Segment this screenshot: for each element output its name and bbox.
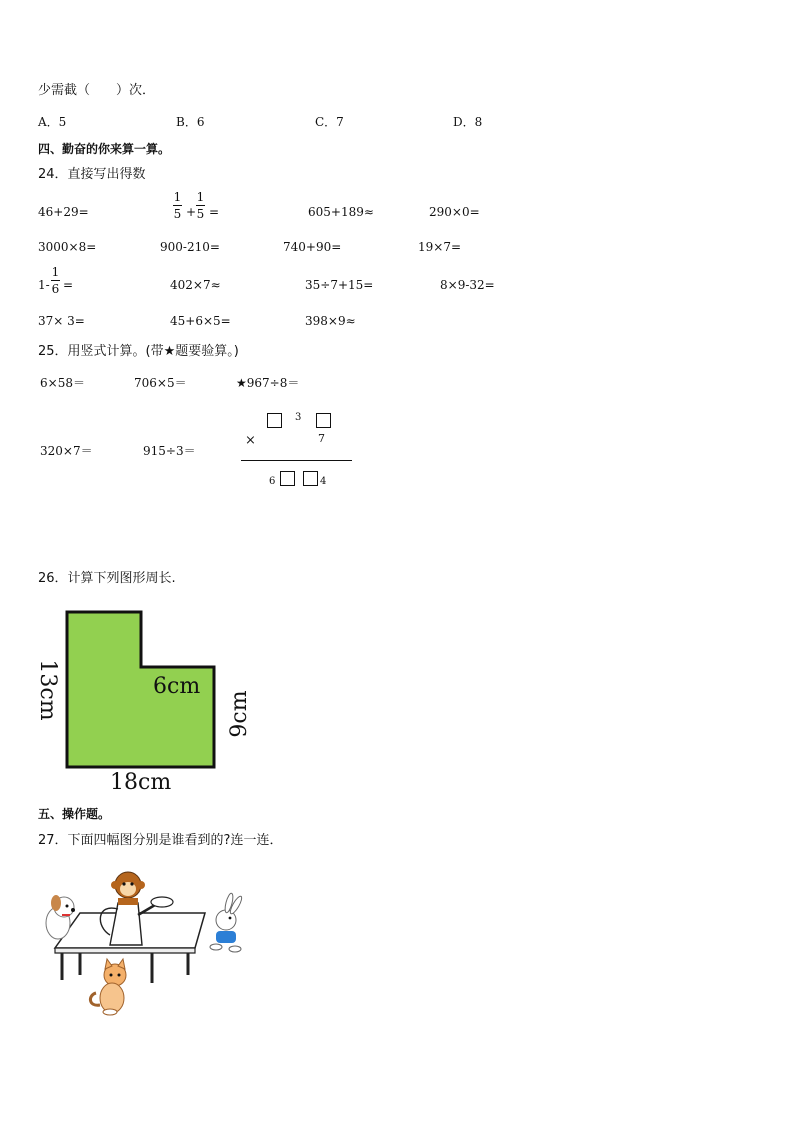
q24-r2-4: 19×7= bbox=[418, 240, 462, 254]
q27-label: 27．下面四幅图分别是谁看到的?连一连． bbox=[38, 833, 283, 848]
q24-r4-2: 45+6×5= bbox=[170, 314, 231, 328]
digit-3: 3 bbox=[295, 412, 302, 423]
q25-label: 25．用竖式计算。(带★题要验算。) bbox=[38, 344, 239, 359]
section-4-title: 四、勤奋的你来算一算。 bbox=[38, 142, 171, 156]
section-5-title: 五、操作题。 bbox=[38, 807, 111, 821]
q24-r3-4: 8×9-32= bbox=[440, 278, 495, 292]
monkey-icon bbox=[111, 872, 145, 905]
q23-option-b[interactable]: B．6 bbox=[176, 115, 205, 129]
times-sign: × bbox=[245, 433, 256, 448]
q25-r2-2: 915÷3＝ bbox=[143, 444, 196, 458]
q24-r4-1: 37× 3= bbox=[38, 314, 85, 328]
q24-r2-1: 3000×8= bbox=[38, 240, 97, 254]
dim-left: 13cm bbox=[35, 659, 60, 721]
dim-bottom: 18cm bbox=[110, 770, 172, 795]
frac-pre: 1- bbox=[38, 278, 50, 292]
q26-label: 26．计算下列图形周长. bbox=[38, 571, 176, 586]
frac-den: 6 bbox=[51, 282, 60, 296]
frac-num: 1 bbox=[196, 190, 205, 204]
result-6: 6 bbox=[269, 476, 276, 487]
multiplier-7: 7 bbox=[318, 432, 325, 445]
frac-num: 1 bbox=[173, 190, 182, 204]
frac-op: + bbox=[186, 205, 197, 219]
frac-den: 5 bbox=[196, 207, 205, 221]
q23-option-c[interactable]: C．7 bbox=[315, 115, 344, 129]
dim-inner: 6cm bbox=[153, 674, 201, 699]
digit-box[interactable] bbox=[316, 413, 331, 428]
q24-r1-3: 605+189≈ bbox=[308, 205, 374, 219]
q24-r1-4: 290×0= bbox=[429, 205, 480, 219]
q24-r1-1: 46+29= bbox=[38, 205, 89, 219]
q24-r3-3: 35÷7+15= bbox=[305, 278, 374, 292]
q23-option-d[interactable]: D．8 bbox=[453, 115, 483, 129]
rabbit-icon bbox=[210, 893, 244, 952]
q24-r3-2: 402×7≈ bbox=[170, 278, 221, 292]
q25-r1-2: 706×5＝ bbox=[134, 376, 187, 390]
q25-r1-3: ★967÷8＝ bbox=[236, 376, 300, 390]
q24-r2-3: 740+90= bbox=[283, 240, 342, 254]
frac-eq: = bbox=[209, 205, 220, 219]
q25-r1-1: 6×58＝ bbox=[40, 376, 85, 390]
frac-num: 1 bbox=[51, 265, 60, 279]
digit-box[interactable] bbox=[303, 471, 318, 486]
dim-right: 9cm bbox=[227, 690, 252, 738]
frac-den: 5 bbox=[173, 207, 182, 221]
q24-label: 24．直接写出得数 bbox=[38, 167, 146, 182]
q23-option-a[interactable]: A．5 bbox=[38, 115, 67, 129]
q24-r2-2: 900-210= bbox=[160, 240, 220, 254]
q25-r2-1: 320×7＝ bbox=[40, 444, 93, 458]
q23-text: 少需截（ ）次． bbox=[38, 83, 156, 98]
q24-r4-3: 398×9≈ bbox=[305, 314, 356, 328]
observation-scene bbox=[40, 865, 260, 1020]
result-4: 4 bbox=[320, 476, 327, 487]
cat-icon bbox=[90, 959, 126, 1015]
frac-eq: = bbox=[63, 278, 74, 292]
